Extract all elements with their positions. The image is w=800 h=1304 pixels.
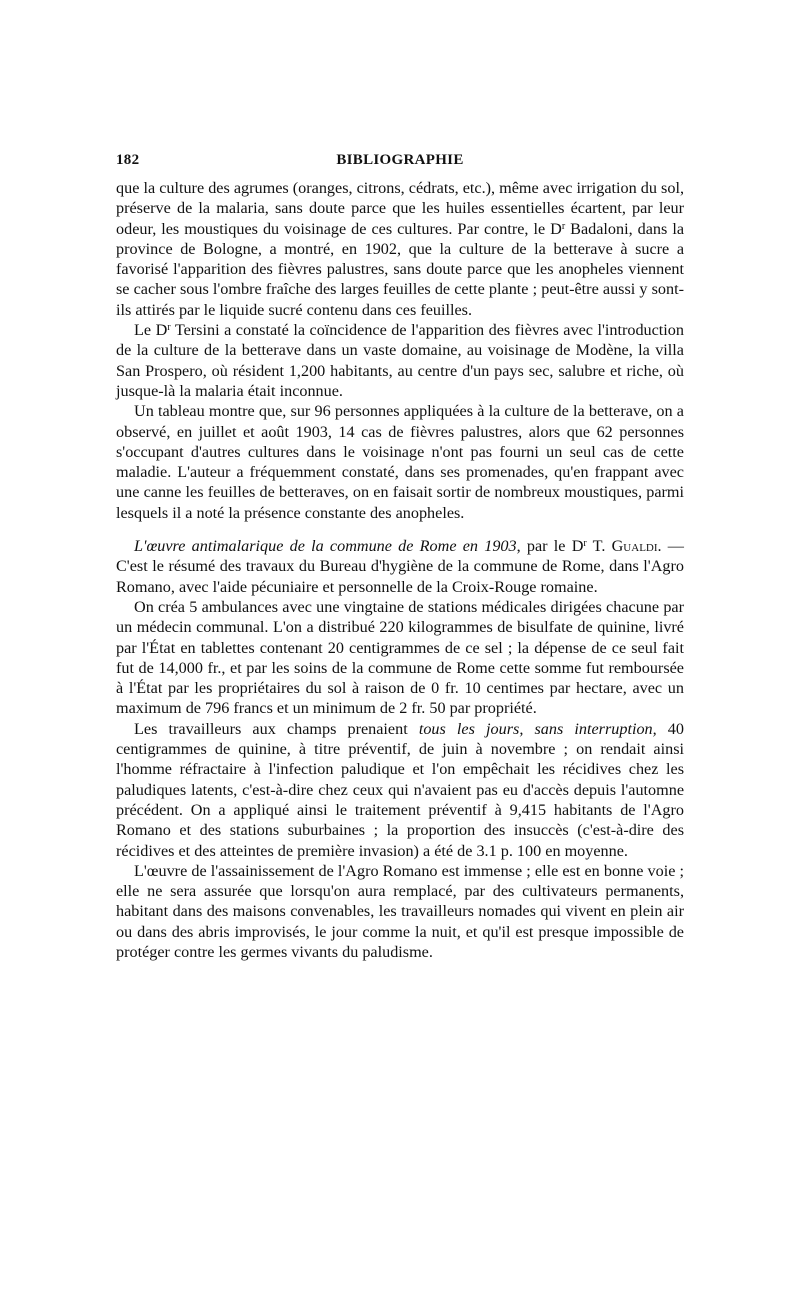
- paragraph-1-superscript: r: [561, 220, 566, 232]
- paragraph-2-text-a: Le D: [134, 321, 168, 340]
- entry-title: L'œuvre antimalarique de la commune de Rome en 1903: [134, 537, 517, 556]
- entry-by: , par le D: [516, 537, 584, 556]
- paragraph-6: [116, 719, 684, 861]
- paragraph-6-emphasis: tous les jours, sans interruption,: [418, 719, 657, 738]
- body-text: [116, 178, 684, 962]
- paragraph-5: On créa 5 ambulances avec une vingtaine de stations médicales dirigées chacune par un médecin communal. L'on a distribué 220 kilogrammes de bisulfate de quinine, livré par l'État en tablettes contenant 20 centigrammes de ce sel ; la dépense de ce seul fait fut de 14,000 fr., et par les soins de la commune de Rome cette somme fut remboursée à l'État par les propriétaires du sol à raison de 0 fr. 10 centimes par hectare, avec un maximum de 796 francs et un minimum de 2 fr. 50 par propriété.: [116, 597, 684, 718]
- entry-superscript: r: [583, 538, 587, 550]
- paragraph-6-text-b: 40 centigrammes de quinine, à titre préventif, de juin à novembre ; on rendait ainsi l'homme réfractaire à l'infection paludique et l'on empêchait les récidives chez les paludiques latents, c'est-à-dire chez ceux qui n'avaient pas eu d'accès depuis l'automne précédent. On a appliqué ainsi le traitement préventif à 9,415 habitants de l'Agro Romano et des stations suburbaines ; la proportion des insuccès (c'est-à-dire des récidives et des atteintes de première invasion) a été de 3.1 p. 100 en moyenne.: [116, 719, 684, 860]
- paragraph-7: L'œuvre de l'assainissement de l'Agro Romano est immense ; elle est en bonne voie ; elle ne sera assurée que lorsqu'on aura remplacé, par des cultivateurs permanents, habitant dans des maisons convenables, les travailleurs nomades qui vivent en plein air ou dans des abris improvisés, le jour comme la nuit, et qu'il est presque impossible de protéger contre les germes vivants du paludisme.: [116, 861, 684, 961]
- book-page: [116, 148, 684, 962]
- paragraph-1-continuation: Badaloni, dans la province de Bologne, a montré, en 1902, que la culture de la betterave à sucre a favorisé l'apparition des fièvres palustres, sans doute parce que les anopheles viennent se cacher sous l'ombre fraîche des larges feuilles de cette plante ; peut-être aussi y sont-ils attirés par le liquide sucré contenu dans ces feuilles.: [116, 219, 684, 319]
- paragraph-6-text-a: Les travailleurs aux champs prenaient: [134, 719, 419, 738]
- entry-author: T. Gualdi.: [586, 537, 662, 556]
- page-number: 182: [116, 152, 140, 168]
- paragraph-3: Un tableau montre que, sur 96 personnes appliquées à la culture de la betterave, on a observé, en juillet et août 1903, 14 cas de fièvres palustres, alors que 62 personnes s'occupant d'autres cultures dans le voisinage n'ont pas fourni un seul cas de cette maladie. L'auteur a fréquemment constaté, dans ses promenades, qu'en frappant avec une canne les feuilles de betteraves, on en faisait sortir de nombreux moustiques, parmi lesquels il a noté la présence constante des anopheles.: [116, 402, 684, 522]
- paragraph-1: [116, 178, 684, 320]
- paragraph-2: [116, 320, 684, 401]
- bibliography-entry: [116, 536, 684, 597]
- running-title: BIBLIOGRAPHIE: [336, 152, 464, 168]
- entry-summary: — C'est le résumé des travaux du Bureau d'hygiène de la commune de Rome, dans l'Agro Romano, avec l'aide pécuniaire et personnelle de la Croix-Rouge romaine.: [116, 537, 684, 596]
- page-header: [116, 148, 684, 178]
- paragraph-2-superscript: r: [167, 322, 171, 334]
- paragraph-1-text: que la culture des agrumes (oranges, citrons, cédrats, etc.), même avec irrigation du sol, préserve de la malaria, sans doute parce que les huiles essentielles écartent, par leur odeur, les moustiques du voisinage de ces cultures. Par contre, le D: [116, 179, 684, 238]
- paragraph-2-text-b: Tersini a constaté la coïncidence de l'apparition des fièvres avec l'introduction de la culture de la betterave dans un vaste domaine, au voisinage de Modène, la villa San Prospero, où résident 1,200 habitants, au centre d'un pays sec, salubre et riche, où jusque-là la malaria était inconnue.: [116, 321, 684, 400]
